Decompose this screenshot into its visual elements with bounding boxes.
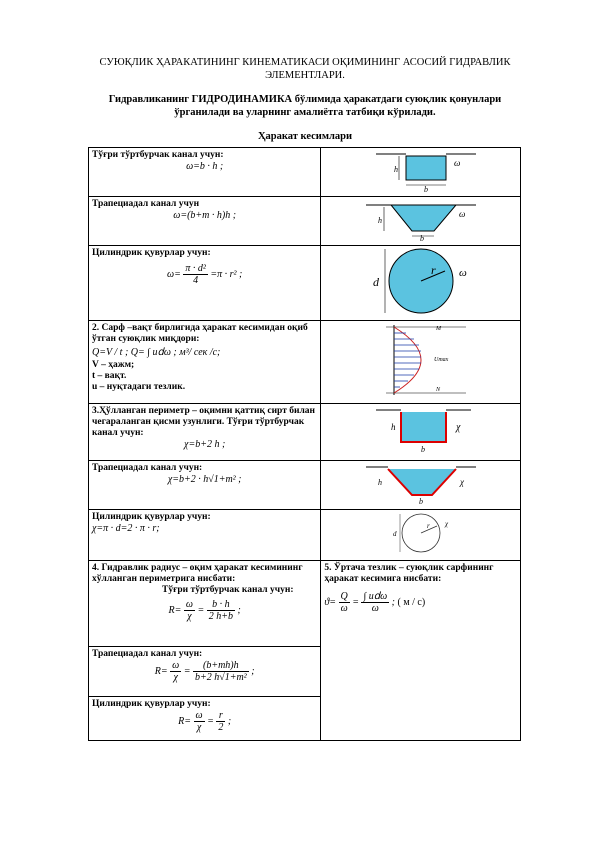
row-formula: ω=b · h ; — [186, 161, 224, 172]
rect-perimeter-figure — [361, 404, 481, 456]
fraction-denominator: ω — [371, 603, 379, 614]
fig-label: ω — [458, 267, 467, 279]
velocity-profile-figure — [356, 321, 486, 399]
fig-label: b — [419, 234, 424, 241]
elements-table — [88, 147, 521, 741]
fig-label: h — [377, 216, 382, 225]
formula-part: R= — [178, 715, 192, 727]
table-row: Цилиндрик қувурлар учун: R= $\frac{\omega}{\chi}$ = $\frac{r}{2}$ ; — [89, 697, 521, 741]
fraction-denominator: ω — [340, 603, 348, 614]
fraction-denominator: 4 — [193, 275, 199, 286]
pipe-perimeter-figure — [361, 510, 481, 556]
fraction-denominator: 2 h+b — [208, 611, 233, 622]
table-row — [89, 404, 521, 461]
row-note: V – ҳажм; — [92, 360, 135, 370]
table-row — [89, 197, 521, 246]
row-label: Цилиндрик қувурлар учун: — [92, 699, 211, 709]
fraction-numerator: r — [216, 710, 225, 722]
row-formula: ω=(b+m · h)h ; — [173, 210, 237, 221]
trapezoid-perimeter-figure — [356, 461, 486, 505]
fig-label: r — [430, 263, 436, 277]
table-row — [89, 148, 521, 197]
row-label: Тўғри тўртбурчак канал учун: — [92, 150, 224, 160]
fig-label: h — [377, 478, 382, 487]
row-note: u – нуқтадаги тезлик. — [92, 382, 186, 392]
fig-label: ω — [453, 158, 461, 168]
row-label: 2. Сарф –вақт бирлигида ҳаракат кесимидан оқиб ўтган суюқлик миқдори: — [92, 323, 308, 344]
table-row: Трапециадал канал учун: R= $\frac{\omega}{\chi}$ = $\frac{(b+mh)h}{\text{b+2 h√1+m²}}$ ; — [89, 647, 521, 697]
velocity-unit: ( м / с) — [397, 596, 426, 608]
section-heading: Ҳаракат кесимлари — [257, 131, 353, 142]
pipe-figure — [351, 246, 491, 316]
row-note: t – вақт. — [92, 371, 127, 381]
row-formula: χ=π · d=2 · π · r; — [92, 523, 160, 534]
fraction-numerator: Q — [340, 591, 348, 602]
fig-label: Umax — [433, 357, 449, 363]
fig-label: b — [423, 185, 428, 192]
fraction-numerator: b · h — [207, 599, 235, 611]
row-label: Трапециадал канал учун: — [92, 649, 203, 659]
page-title: СУЮҚЛИК ҲАРАКАТИНИНГ КИНЕМАТИКАСИ ОҚИМИНИНГ АСОСИЙ ГИДРАВЛИК ЭЛЕМЕНТЛАРИ. — [99, 57, 511, 81]
fig-label: χ — [444, 520, 448, 528]
fig-label: b — [420, 445, 425, 454]
formula-part: ω= — [167, 268, 181, 280]
table-row — [89, 461, 521, 510]
fig-label: χ — [459, 477, 464, 487]
fraction-denominator: b+2 h√1+m² — [194, 672, 247, 683]
fraction-denominator: χ — [173, 672, 178, 683]
trapezoid-channel-figure — [356, 197, 486, 241]
fraction-denominator: χ — [187, 611, 192, 622]
fig-label: N — [435, 387, 440, 393]
fig-label: d — [372, 275, 379, 289]
formula-part: R= — [168, 604, 182, 616]
table-row — [89, 510, 521, 561]
fig-label: r — [426, 522, 430, 530]
row-label: Цилиндрик қувурлар учун: — [92, 248, 211, 258]
row-formula: χ=b+2 h ; — [184, 439, 226, 450]
fraction-denominator: χ — [196, 722, 202, 733]
fraction-numerator: ω — [195, 710, 203, 721]
table-row — [89, 321, 521, 404]
fraction-numerator: ω — [185, 599, 193, 610]
fig-label: M — [435, 326, 441, 332]
formula-part: ϑ= — [324, 596, 336, 608]
fraction-numerator: (b+mh)h — [193, 660, 249, 672]
fraction-numerator: π · d² — [185, 263, 206, 274]
formula-part: R= — [154, 665, 168, 677]
fig-label: ω — [458, 209, 466, 219]
formula-part: =π · r² ; — [210, 268, 243, 280]
page-subtitle: Гидравликанинг ГИДРОДИНАМИКА бўлимида ҳаракатдаги суюқлик қонунлари ўрганилади ва уларнинг амалиётга татбиқи кўрилади. — [108, 94, 502, 118]
fig-label: b — [418, 497, 423, 505]
table-row — [89, 246, 521, 321]
row-label: 3.Ҳўлланган периметр – оқимни қаттиқ сирт билан чегараланган қисми узунлиги. Тўғри тўртбурчак канал учун: — [92, 406, 316, 438]
fraction-numerator: ω — [172, 660, 180, 671]
row-label: 4. Гидравлик радиус – оқим ҳаракат кесимининг хўлланган периметрига нисбати: — [92, 563, 303, 584]
row-label: Трапециадал канал учун — [92, 199, 200, 209]
row-label: Трапециадал канал учун: — [92, 463, 203, 473]
fig-label: h — [390, 422, 396, 432]
fig-label: χ — [455, 422, 461, 433]
fraction-numerator: ∫ uⅾω — [363, 591, 388, 602]
fraction-denominator: 2 — [218, 722, 224, 733]
row-sublabel: Тўғри тўртбурчак канал учун: — [162, 585, 294, 595]
row-formula: Q=V / t ; Q= ∫ uⅾω ; м³/ сек /с; — [92, 347, 221, 358]
fig-label: h — [393, 165, 398, 174]
row-label: Цилиндрик қувурлар учун: — [92, 512, 211, 522]
table-row: 4. Гидравлик радиус – оқим ҳаракат кесимининг хўлланган периметрига нисбати: Тўғри тўртбурчак канал учун: R= $\frac{\omega}{\chi}$ = $\frac{b \cdot h}{2 h+b}$ ; 5. Ўртача тезлик – суюқлик сарфининг ҳаракат кесимига нисбати: ϑ= $\frac{Q}{\omega}$ = $\frac{\text{∫ uⅾω}}{\omega}$ ; ( м / с) — [89, 561, 521, 647]
fig-label: d — [392, 530, 397, 538]
rect-channel-figure — [361, 148, 481, 192]
row-formula: χ=b+2 · h√1+m² ; — [167, 474, 242, 485]
mean-velocity-label: 5. Ўртача тезлик – суюқлик сарфининг ҳаракат кесимига нисбати: — [324, 563, 494, 584]
